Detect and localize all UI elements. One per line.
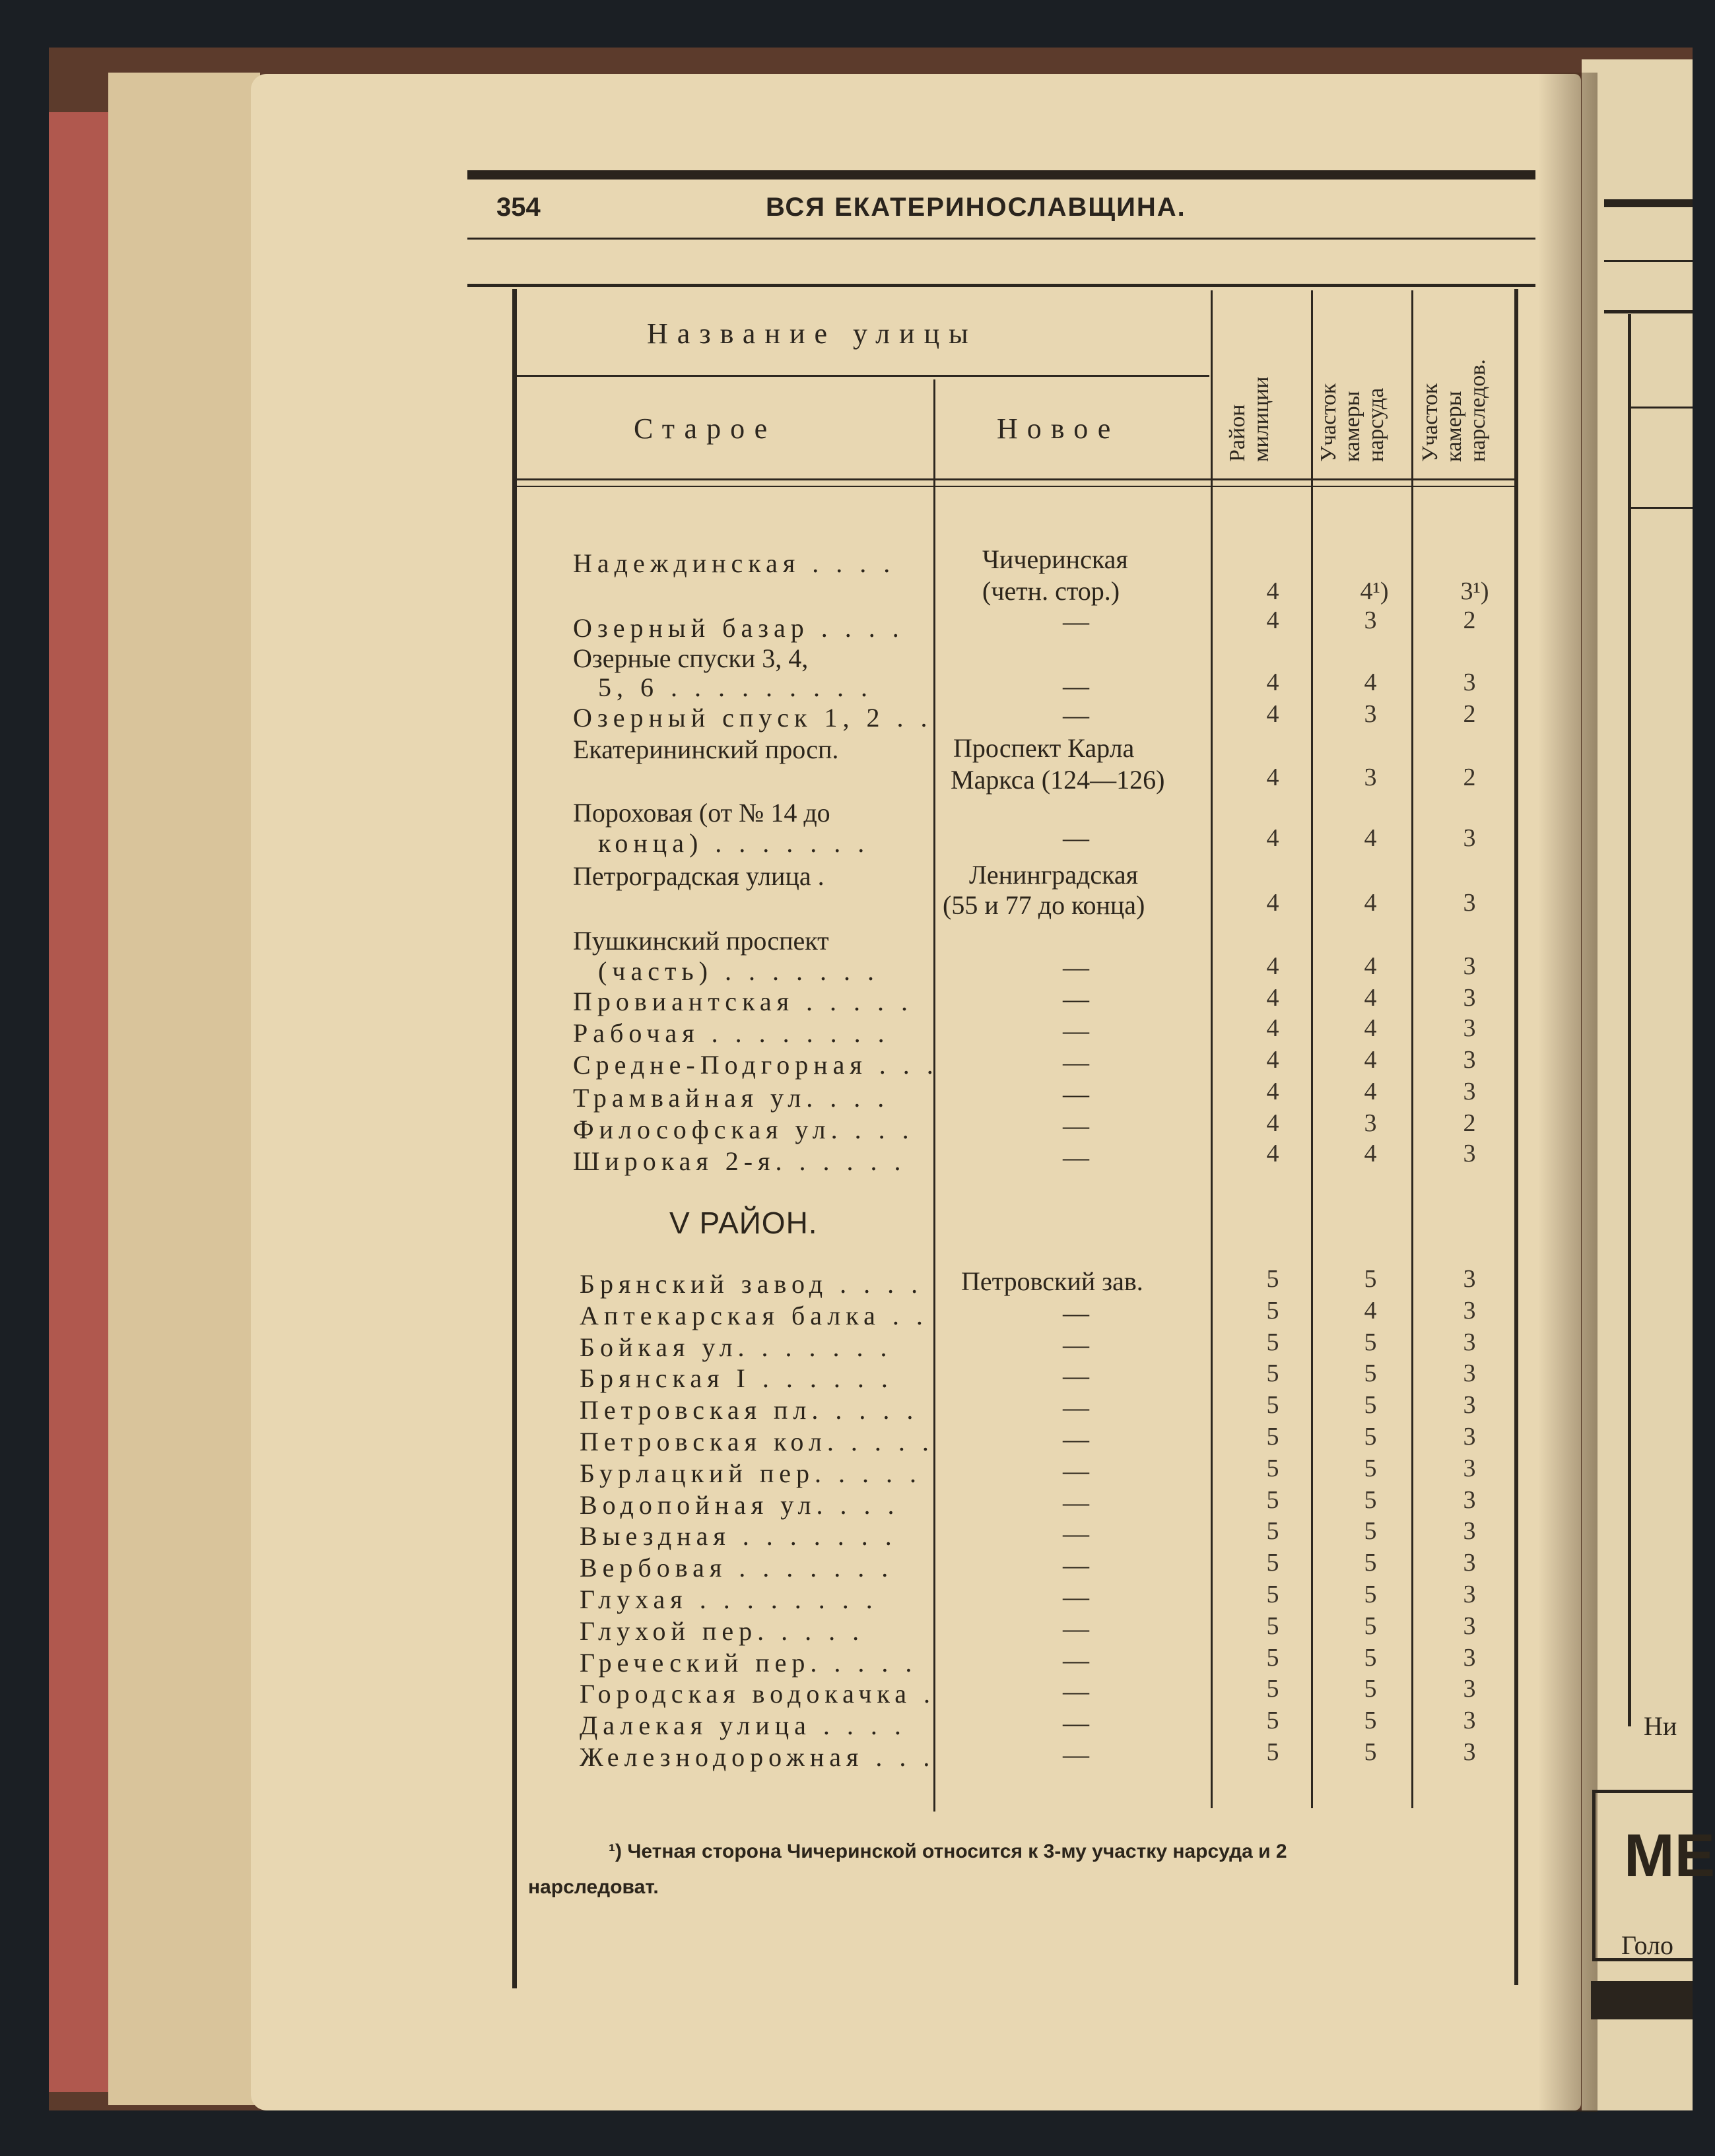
facing-rule-top <box>1604 199 1693 207</box>
row-court: 4¹) <box>1360 577 1389 605</box>
row-investigator: 2 <box>1463 1109 1476 1137</box>
row-old: Пушкинский проспект <box>573 926 829 956</box>
row-court: 4 <box>1364 669 1377 696</box>
row-militia: 4 <box>1266 1140 1279 1167</box>
row-old: Брянская I . . . . . . <box>580 1363 893 1393</box>
row-new-dash: — <box>1063 1550 1089 1580</box>
row-new: Ленинградская <box>969 860 1139 890</box>
row-old: Железнодорожная . . . <box>580 1742 935 1772</box>
row-court: 5 <box>1364 1644 1377 1672</box>
row-court: 5 <box>1364 1454 1377 1482</box>
row-new-dash: — <box>1063 700 1089 730</box>
row-court: 5 <box>1364 1517 1377 1545</box>
row-militia: 5 <box>1266 1328 1279 1356</box>
row-old: Широкая 2-я. . . . . . <box>573 1146 906 1176</box>
book-edge <box>49 112 108 2092</box>
row-militia: 4 <box>1266 1046 1279 1074</box>
row-investigator: 3 <box>1463 1423 1476 1451</box>
row-old: Петроградская улица . <box>573 861 824 891</box>
group-rule <box>515 375 1209 377</box>
row-investigator: 3 <box>1463 1454 1476 1482</box>
row-old: Надеждинская . . . . <box>573 548 896 578</box>
row-investigator: 2 <box>1463 606 1476 634</box>
header-court-3: нарсуда <box>1364 387 1388 462</box>
row-court: 5 <box>1364 1675 1377 1703</box>
row-investigator: 3 <box>1463 1517 1476 1545</box>
row-new-dash: — <box>1063 1708 1089 1738</box>
row-militia: 4 <box>1266 669 1279 696</box>
table-left-border <box>512 289 517 1988</box>
row-old: Средне-Подгорная . . . <box>573 1050 939 1080</box>
row-militia: 5 <box>1266 1612 1279 1640</box>
row-new-dash: — <box>1063 1424 1089 1454</box>
row-new-dash: — <box>1063 1016 1089 1045</box>
row-new-dash: — <box>1063 1487 1089 1517</box>
row-investigator: 3 <box>1463 669 1476 696</box>
row-investigator: 3 <box>1463 1675 1476 1703</box>
row-court: 5 <box>1364 1328 1377 1356</box>
header-investigator-3: нарследов. <box>1465 359 1490 462</box>
row-investigator: 3 <box>1463 1391 1476 1419</box>
row-new-dash: — <box>1063 1676 1089 1706</box>
header-rule-top <box>467 170 1535 180</box>
row-militia: 5 <box>1266 1738 1279 1766</box>
row-court: 4 <box>1364 1140 1377 1167</box>
row-old: Аптекарская балка . . <box>580 1301 928 1330</box>
col-rule-investigator <box>1411 290 1413 1808</box>
row-old: (часть) . . . . . . . <box>598 956 879 986</box>
row-court: 5 <box>1364 1707 1377 1734</box>
header-investigator-1: Участок <box>1418 383 1442 462</box>
row-old: Бурлацкий пер. . . . . <box>580 1458 922 1488</box>
page-edges <box>108 73 260 2105</box>
row-old: Философская ул. . . . <box>573 1115 914 1144</box>
row-court: 5 <box>1364 1486 1377 1514</box>
row-investigator: 3 <box>1463 1549 1476 1577</box>
row-court: 4 <box>1364 1297 1377 1324</box>
row-investigator: 3 <box>1463 1078 1476 1105</box>
row-investigator: 3 <box>1463 1014 1476 1042</box>
row-old: Петровская пл. . . . . <box>580 1395 919 1425</box>
row-militia: 5 <box>1266 1454 1279 1482</box>
row-court: 5 <box>1364 1612 1377 1640</box>
row-militia: 4 <box>1266 764 1279 791</box>
row-old: Брянский завод . . . . <box>580 1269 924 1299</box>
row-court: 3 <box>1364 606 1377 634</box>
row-court: 4 <box>1364 984 1377 1012</box>
row-investigator: 2 <box>1463 764 1476 791</box>
row-militia: 5 <box>1266 1359 1279 1387</box>
row-investigator: 3 <box>1463 1265 1476 1293</box>
row-old: Озерный спуск 1, 2 . . <box>573 703 933 733</box>
section-heading: V РАЙОН. <box>669 1206 818 1240</box>
header-rule-bottom <box>467 238 1535 240</box>
row-court: 4 <box>1364 889 1377 917</box>
facing-rule-bottom <box>1591 1981 1693 2019</box>
row-investigator: 3 <box>1463 984 1476 1012</box>
header-militia-1: Район <box>1225 404 1250 462</box>
row-militia: 4 <box>1266 700 1279 728</box>
row-militia: 5 <box>1266 1486 1279 1514</box>
row-investigator: 3¹) <box>1460 577 1489 605</box>
row-new-dash: — <box>1063 1047 1089 1077</box>
row-investigator: 3 <box>1463 1297 1476 1324</box>
row-militia: 5 <box>1266 1549 1279 1577</box>
row-militia: 5 <box>1266 1297 1279 1324</box>
row-investigator: 3 <box>1463 1046 1476 1074</box>
header-new: Новое <box>997 412 1120 445</box>
facing-rule <box>1604 260 1693 262</box>
row-new-dash: — <box>1063 1361 1089 1390</box>
row-court: 3 <box>1364 764 1377 791</box>
row-old: Рабочая . . . . . . . . <box>573 1018 890 1048</box>
row-old: Вербовая . . . . . . . <box>580 1553 894 1583</box>
footnote-line-1: ¹) Четная сторона Чичеринской относится к 3-му участку нарсуда и 2 <box>609 1841 1287 1862</box>
row-militia: 5 <box>1266 1581 1279 1608</box>
row-old: Петровская кол. . . . . <box>580 1427 934 1456</box>
row-new-dash: — <box>1063 1582 1089 1612</box>
row-new-dash: — <box>1063 1330 1089 1359</box>
row-militia: 5 <box>1266 1707 1279 1734</box>
header-bottom-rule-2 <box>515 486 1516 487</box>
row-militia: 4 <box>1266 606 1279 634</box>
row-militia: 4 <box>1266 889 1279 917</box>
row-investigator: 3 <box>1463 1359 1476 1387</box>
row-new-dash: — <box>1063 1142 1089 1172</box>
row-militia: 5 <box>1266 1675 1279 1703</box>
row-old: конца) . . . . . . . <box>598 828 870 858</box>
row-old: Водопойная ул. . . . <box>580 1490 900 1520</box>
row-investigator: 3 <box>1463 1612 1476 1640</box>
row-new: Маркса (124—126) <box>951 765 1165 795</box>
row-new: Петровский зав. <box>961 1266 1143 1296</box>
row-old: Екатерининский просп. <box>573 735 839 764</box>
row-new: Чичеринская <box>982 544 1128 574</box>
row-investigator: 3 <box>1463 1738 1476 1766</box>
row-investigator: 3 <box>1463 1581 1476 1608</box>
row-investigator: 3 <box>1463 889 1476 917</box>
row-militia: 4 <box>1266 1014 1279 1042</box>
row-court: 5 <box>1364 1265 1377 1293</box>
row-old: Городская водокачка . <box>580 1679 936 1709</box>
row-old: Греческий пер. . . . . <box>580 1648 918 1678</box>
row-militia: 5 <box>1266 1265 1279 1293</box>
row-investigator: 3 <box>1463 952 1476 980</box>
header-court-2: камеры <box>1340 391 1364 462</box>
row-old: Бойкая ул. . . . . . . <box>580 1332 892 1362</box>
row-investigator: 3 <box>1463 1140 1476 1167</box>
row-court: 4 <box>1364 952 1377 980</box>
table-top-rule <box>467 284 1535 287</box>
row-militia: 5 <box>1266 1517 1279 1545</box>
row-court: 4 <box>1364 824 1377 852</box>
header-court-1: Участок <box>1316 383 1341 462</box>
row-new: Проспект Карла <box>953 733 1135 763</box>
row-new-dash: — <box>1063 1392 1089 1422</box>
row-investigator: 3 <box>1463 1486 1476 1514</box>
row-old: Провиантская . . . . . <box>573 987 914 1016</box>
row-new: (четн. стор.) <box>982 576 1120 606</box>
footnote-line-2: нарследоват. <box>528 1876 659 1898</box>
row-court: 5 <box>1364 1549 1377 1577</box>
row-militia: 5 <box>1266 1423 1279 1451</box>
row-new-dash: — <box>1063 1298 1089 1328</box>
row-old: Пороховая (от № 14 до <box>573 798 830 828</box>
row-court: 5 <box>1364 1359 1377 1387</box>
row-new: (55 и 77 до конца) <box>943 890 1145 920</box>
row-militia: 4 <box>1266 1109 1279 1137</box>
row-new-dash: — <box>1063 1079 1089 1109</box>
row-investigator: 2 <box>1463 700 1476 728</box>
row-militia: 5 <box>1266 1391 1279 1419</box>
row-court: 4 <box>1364 1046 1377 1074</box>
row-old: Глухая . . . . . . . . <box>580 1584 878 1614</box>
row-militia: 5 <box>1266 1644 1279 1672</box>
running-title: ВСЯ ЕКАТЕРИНОСЛАВЩИНА. <box>766 193 1186 222</box>
row-new-dash: — <box>1063 1645 1089 1675</box>
row-court: 3 <box>1364 700 1377 728</box>
col-rule-militia <box>1211 290 1213 1808</box>
gutter-shadow <box>1538 73 1597 2112</box>
row-militia: 4 <box>1266 824 1279 852</box>
row-court: 5 <box>1364 1581 1377 1608</box>
header-bottom-rule <box>515 478 1516 480</box>
row-new-dash: — <box>1063 606 1089 636</box>
row-new-dash: — <box>1063 984 1089 1014</box>
row-court: 4 <box>1364 1078 1377 1105</box>
row-militia: 4 <box>1266 952 1279 980</box>
facing-rule <box>1631 407 1693 408</box>
col-rule-new <box>933 379 935 1812</box>
facing-table-border <box>1628 314 1631 1726</box>
header-militia-2: милиции <box>1249 376 1273 462</box>
row-militia: 4 <box>1266 984 1279 1012</box>
row-old: Озерные спуски 3, 4, <box>573 643 809 673</box>
row-investigator: 3 <box>1463 1328 1476 1356</box>
page-number: 354 <box>496 193 541 222</box>
row-new-dash: — <box>1063 671 1089 701</box>
table-right-border <box>1514 289 1518 1985</box>
row-investigator: 3 <box>1463 1707 1476 1734</box>
row-militia: 4 <box>1266 1078 1279 1105</box>
header-old: Старое <box>634 412 777 445</box>
facing-text-fragment: МЕ <box>1624 1822 1715 1889</box>
row-new-dash: — <box>1063 1456 1089 1486</box>
row-old: 5, 6 . . . . . . . . . <box>598 672 873 702</box>
row-old: Трамвайная ул. . . . <box>573 1083 890 1113</box>
col-rule-court <box>1311 290 1313 1808</box>
row-investigator: 3 <box>1463 824 1476 852</box>
header-street-name: Название улицы <box>647 317 978 350</box>
header-investigator-2: камеры <box>1442 391 1466 462</box>
row-old: Глухой пер. . . . . <box>580 1616 865 1646</box>
row-new-dash: — <box>1063 1111 1089 1140</box>
row-new-dash: — <box>1063 952 1089 982</box>
row-investigator: 3 <box>1463 1644 1476 1672</box>
row-old: Выездная . . . . . . . <box>580 1521 897 1551</box>
row-militia: 4 <box>1266 577 1279 605</box>
row-old: Озерный базар . . . . <box>573 613 904 643</box>
row-court: 5 <box>1364 1391 1377 1419</box>
row-new-dash: — <box>1063 823 1089 853</box>
row-court: 5 <box>1364 1738 1377 1766</box>
row-new-dash: — <box>1063 1614 1089 1643</box>
facing-rule <box>1604 310 1693 313</box>
row-old: Далекая улица . . . . <box>580 1711 906 1740</box>
row-new-dash: — <box>1063 1519 1089 1548</box>
facing-text-fragment: Голо <box>1621 1930 1674 1960</box>
row-new-dash: — <box>1063 1740 1089 1769</box>
facing-text-fragment: Ни <box>1644 1711 1677 1741</box>
row-court: 5 <box>1364 1423 1377 1451</box>
facing-rule <box>1631 507 1693 509</box>
row-court: 4 <box>1364 1014 1377 1042</box>
row-court: 3 <box>1364 1109 1377 1137</box>
